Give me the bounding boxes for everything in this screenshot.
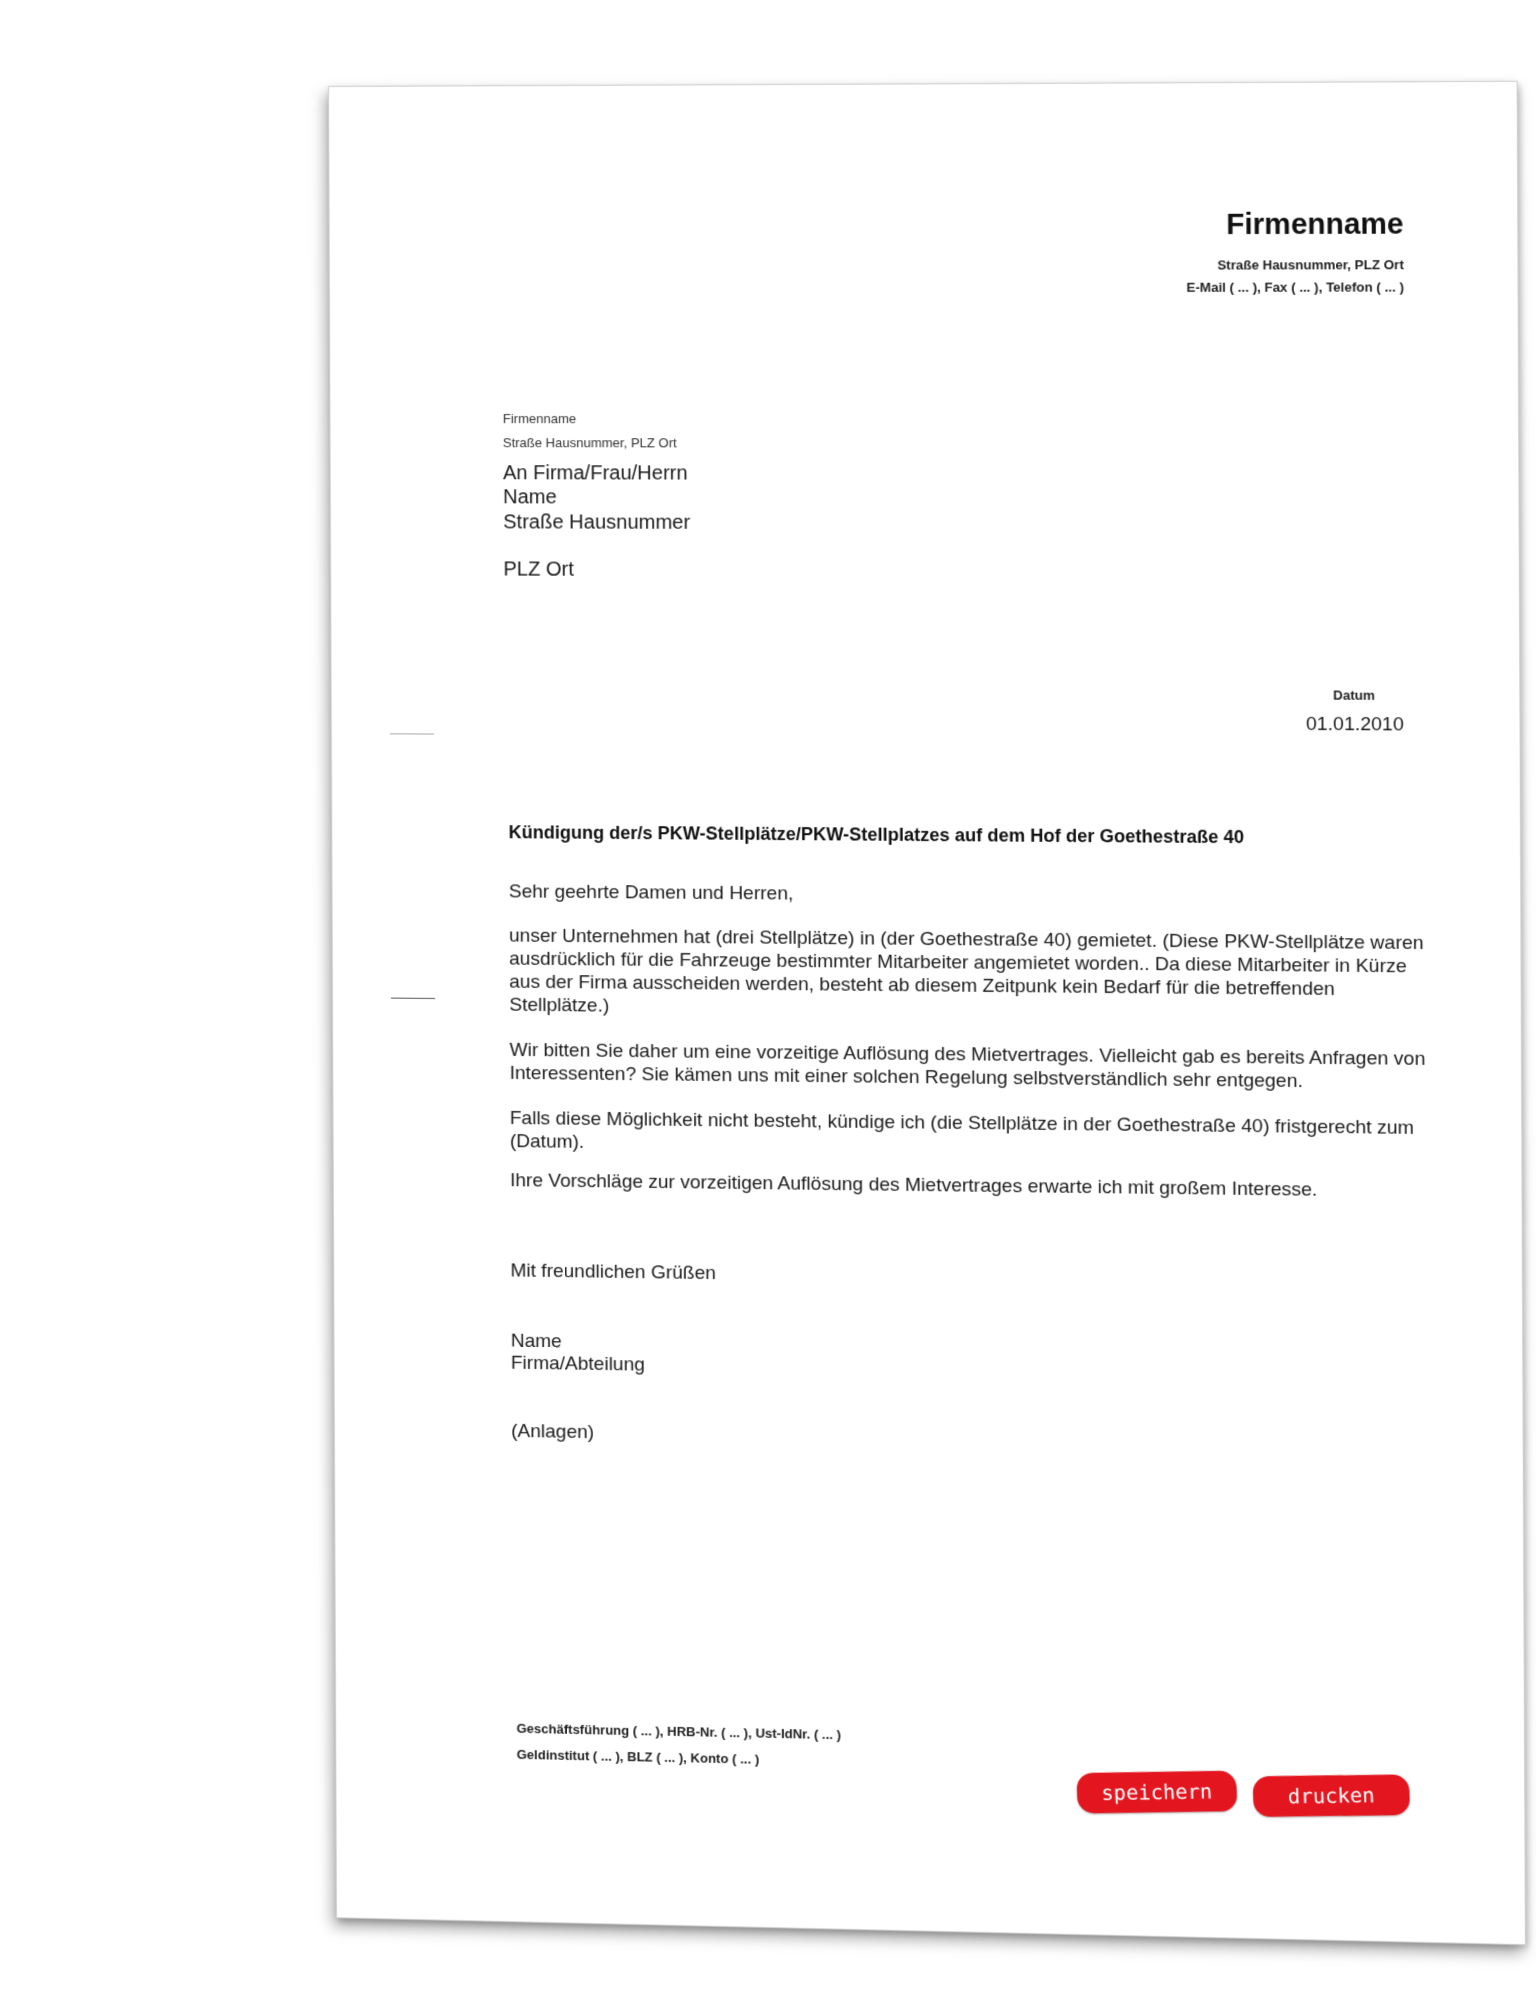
print-button[interactable]: drucken: [1252, 1774, 1410, 1817]
recipient-name: Name: [503, 486, 557, 509]
paragraph-4: Ihre Vorschläge zur vorzeitigen Auflösung des Mietvertrages erwarte ich mit großem Interesse.: [510, 1170, 1318, 1201]
letter-page: [328, 81, 1526, 1945]
letterhead-address: Straße Hausnummer, PLZ Ort: [1217, 257, 1404, 273]
recipient-line-1: An Firma/Frau/Herrn: [502, 462, 688, 485]
attachments: (Anlagen): [511, 1420, 595, 1444]
sender-company: Firmenname: [502, 411, 577, 427]
signature-name: Name: [510, 1330, 562, 1353]
save-button[interactable]: speichern: [1076, 1771, 1237, 1814]
footer-management: Geschäftsführung ( ... ), HRB-Nr. ( ... ), Ust-IdNr. ( ... ): [516, 1720, 842, 1743]
recipient-street: Straße Hausnummer: [503, 511, 691, 534]
sender-address: Straße Hausnummer, PLZ Ort: [502, 435, 677, 451]
recipient-city: PLZ Ort: [503, 558, 574, 581]
date-value: 01.01.2010: [1305, 713, 1404, 736]
closing: Mit freundlichen Grüßen: [510, 1260, 716, 1285]
fold-mark-top: [390, 733, 434, 734]
letterhead-contact: E-Mail ( ... ), Fax ( ... ), Telefon ( ... ): [1186, 279, 1404, 295]
letterhead-company-name: Firmenname: [1226, 208, 1404, 242]
letter-subject: Kündigung der/s PKW-Stellplätze/PKW-Stellplatzes auf dem Hof der Goethestraße 40: [508, 822, 1245, 848]
paragraph-2: Wir bitten Sie daher um eine vorzeitige Auflösung des Mietvertrages. Vielleicht gab es bereits Anfragen von Interessenten? Sie kämen uns mit einer solchen Regelung selbstverständlich sehr entgegen.: [509, 1039, 1426, 1093]
paragraph-3: Falls diese Möglichkeit nicht besteht, kündige ich (die Stellplätze in der Goethestraße 40) fristgerecht zum (Datum).: [509, 1107, 1415, 1153]
date-label: Datum: [1333, 687, 1375, 703]
footer-bank: Geldinstitut ( ... ), BLZ ( ... ), Konto ( ... ): [516, 1746, 760, 1767]
signature-department: Firma/Abteilung: [510, 1352, 645, 1376]
paragraph-1: unser Unternehmen hat (drei Stellplätze) in (der Goethestraße 40) gemietet. (Diese PKW-Stellplätze waren ausdrücklich für die Fahrzeuge bestimmter Mitarbeiter angemietet worden.. Da diese Mitarbeiter in Kürze aus der Firma ausscheiden werden, besteht ab diesem Zeitpunk kein Bedarf für die betreffenden Stellplätze.): [509, 925, 1424, 1017]
salutation: Sehr geehrte Damen und Herren,: [508, 881, 794, 905]
fold-mark-middle: [391, 998, 435, 999]
